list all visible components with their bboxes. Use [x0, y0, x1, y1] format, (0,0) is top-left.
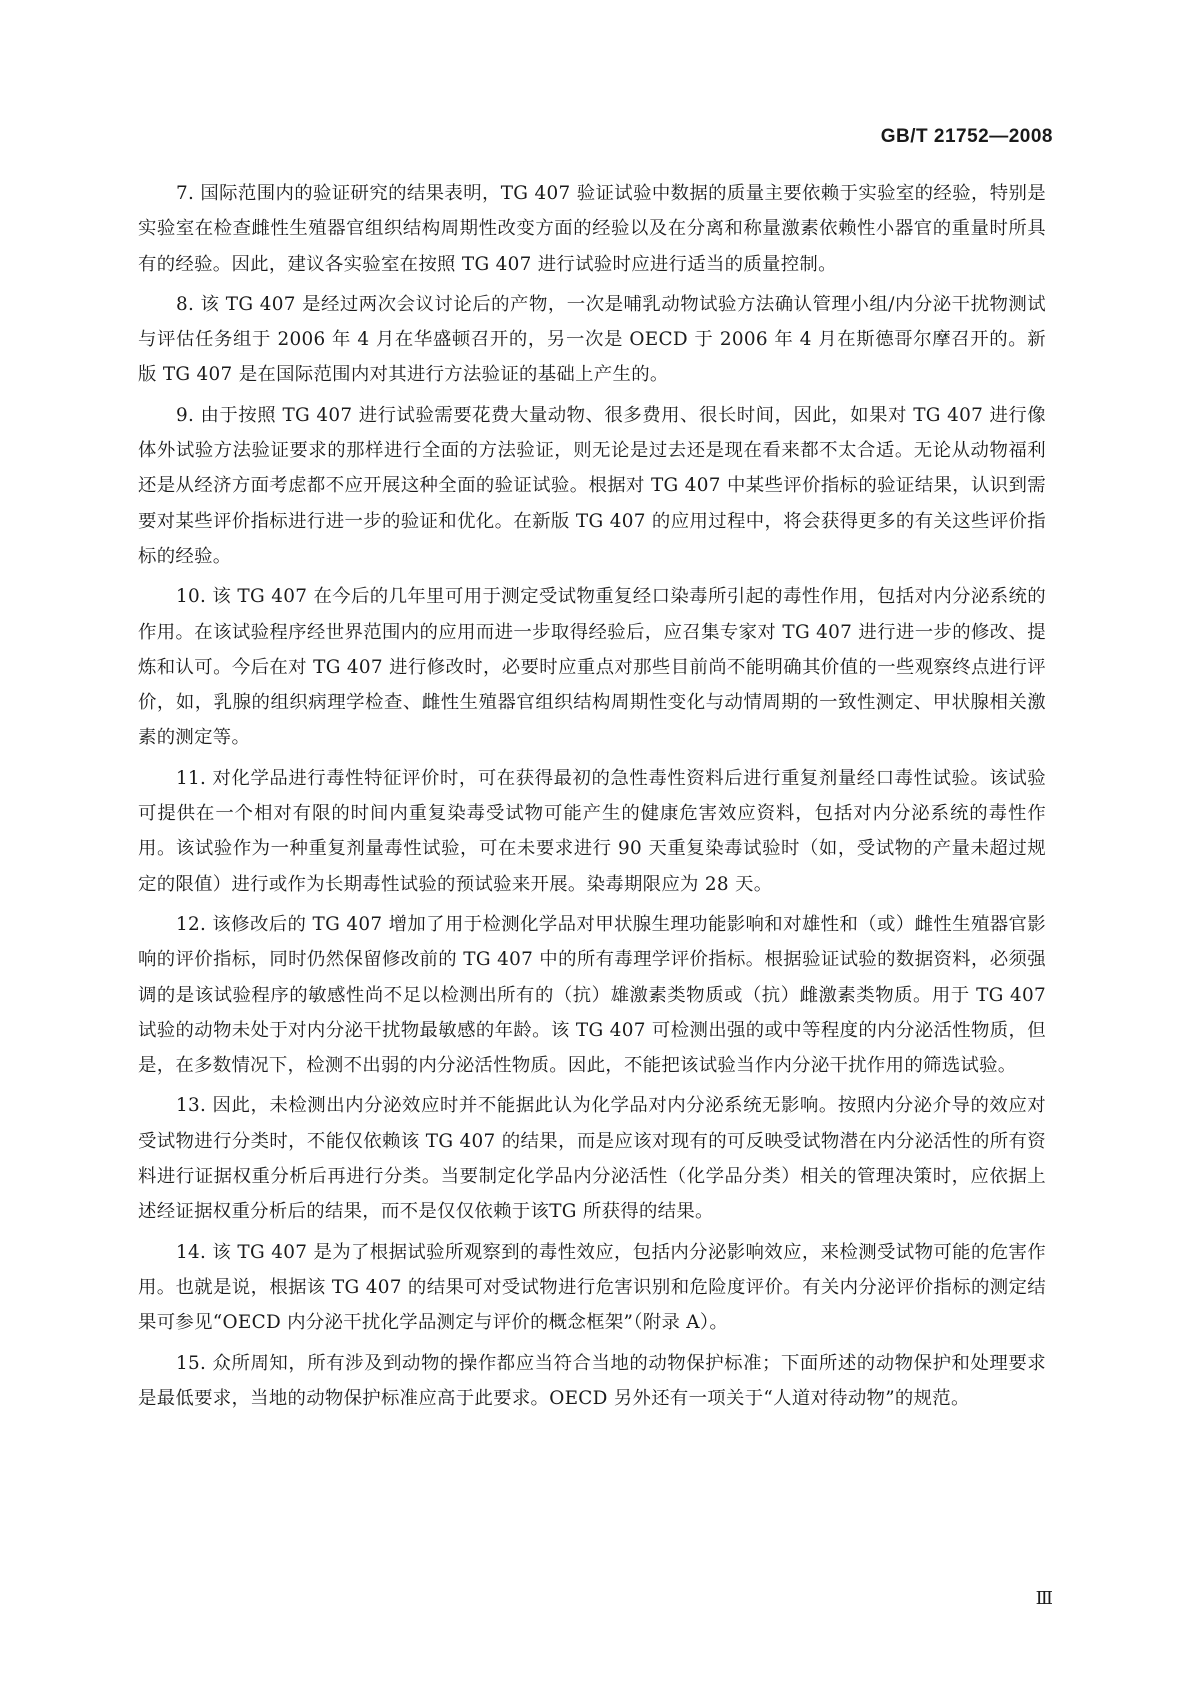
paragraph-10: 10. 该 TG 407 在今后的几年里可用于测定受试物重复经口染毒所引起的毒性作用，包括对内分泌系统的作用。在该试验程序经世界范围内的应用而进一步取得经验后，应召集专家对 TG 407 进行进一步的修改、提炼和认可。今后在对 TG 407 进行修改时，必要时应重点对那些目前尚不能明确其价值的一些观察终点进行评价，如，乳腺的组织病理学检查、雌性生殖器官组织结构周期性变化与动情周期的一致性测定、甲状腺相关激素的测定等。	[138, 586, 1046, 749]
paragraph-15: 15. 众所周知，所有涉及到动物的操作都应当符合当地的动物保护标准；下面所述的动物保护和处理要求是最低要求，当地的动物保护标准应高于此要求。OECD 另外还有一项关于“人道对待动物”的规范。	[138, 1352, 1046, 1409]
paragraph-9: 9. 由于按照 TG 407 进行试验需要花费大量动物、很多费用、很长时间，因此，如果对 TG 407 进行像体外试验方法验证要求的那样进行全面的方法验证，则无论是过去还是现在看来都不太合适。无论从动物福利还是从经济方面考虑都不应开展这种全面的验证试验。根据对 TG 407 中某些评价指标的验证结果，认识到需要对某些评价指标进行进一步的验证和优化。在新版 TG 407 的应用过程中，将会获得更多的有关这些评价指标的经验。	[138, 404, 1046, 567]
paragraph-11: 11. 对化学品进行毒性特征评价时，可在获得最初的急性毒性资料后进行重复剂量经口毒性试验。该试验可提供在一个相对有限的时间内重复染毒受试物可能产生的健康危害效应资料，包括对内分泌系统的毒性作用。该试验作为一种重复剂量毒性试验，可在未要求进行 90 天重复染毒试验时（如，受试物的产量未超过规定的限值）进行或作为长期毒性试验的预试验来开展。染毒期限应为 28 天。	[138, 767, 1046, 895]
paragraph-13: 13. 因此，未检测出内分泌效应时并不能据此认为化学品对内分泌系统无影响。按照内分泌介导的效应对受试物进行分类时，不能仅依赖该 TG 407 的结果，而是应该对现有的可反映受试物潜在内分泌活性的所有资料进行证据权重分析后再进行分类。当要制定化学品内分泌活性（化学品分类）相关的管理决策时，应依据上述经证据权重分析后的结果，而不是仅仅依赖于该TG 所获得的结果。	[138, 1095, 1046, 1223]
paragraph-12: 12. 该修改后的 TG 407 增加了用于检测化学品对甲状腺生理功能影响和对雄性和（或）雌性生殖器官影响的评价指标，同时仍然保留修改前的 TG 407 中的所有毒理学评价指标。根据验证试验的数据资料，必须强调的是该试验程序的敏感性尚不足以检测出所有的（抗）雄激素类物质或（抗）雌激素类物质。用于 TG 407 试验的动物未处于对内分泌干扰物最敏感的年龄。该 TG 407 可检测出强的或中等程度的内分泌活性物质，但是，在多数情况下，检测不出弱的内分泌活性物质。因此，不能把该试验当作内分泌干扰作用的筛选试验。	[138, 913, 1046, 1077]
paragraph-8: 8. 该 TG 407 是经过两次会议讨论后的产物，一次是哺乳动物试验方法确认管理小组/内分泌干扰物测试与评估任务组于 2006 年 4 月在华盛顿召开的，另一次是 OECD 于 2006 年 4 月在斯德哥尔摩召开的。新版 TG 407 是在国际范围内对其进行方法验证的基础上产生的。	[138, 293, 1046, 386]
standard-code: GB/T 21752—2008	[880, 126, 1053, 147]
page-number: Ⅲ	[1035, 1588, 1053, 1609]
document-body	[138, 176, 1046, 1421]
paragraph-7: 7. 国际范围内的验证研究的结果表明，TG 407 验证试验中数据的质量主要依赖于实验室的经验，特别是实验室在检查雌性生殖器官组织结构周期性改变方面的经验以及在分离和称量激素依赖性小器官的重量时所具有的经验。因此，建议各实验室在按照 TG 407 进行试验时应进行适当的质量控制。	[138, 183, 1046, 275]
paragraph-14: 14. 该 TG 407 是为了根据试验所观察到的毒性效应，包括内分泌影响效应，来检测受试物可能的危害作用。也就是说，根据该 TG 407 的结果可对受试物进行危害识别和危险度评价。有关内分泌评价指标的测定结果可参见“OECD 内分泌干扰化学品测定与评价的概念框架”（附录 A）。	[138, 1241, 1046, 1334]
